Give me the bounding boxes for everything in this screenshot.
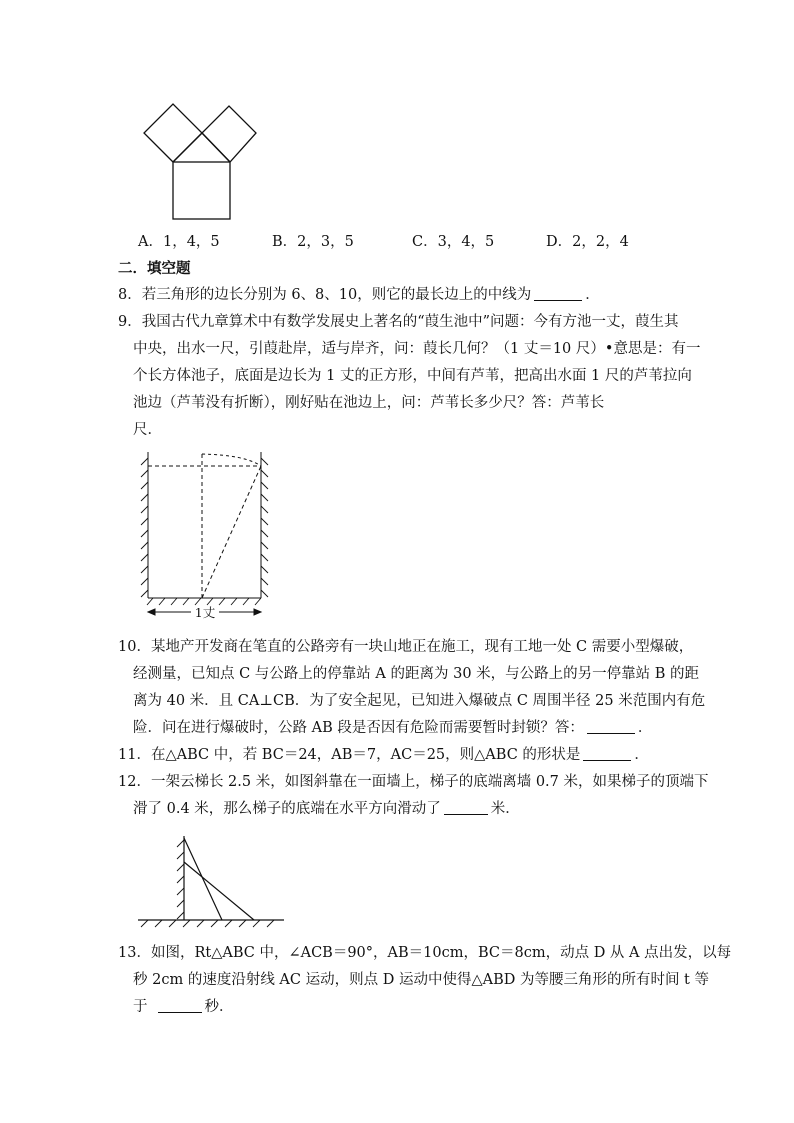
question-8-end: ．	[585, 287, 600, 303]
answer-blank-13[interactable]	[158, 998, 202, 1013]
figure-label-1-zhang: 1丈	[194, 605, 216, 620]
option-a: A．1，4，5	[138, 234, 220, 250]
question-13-line-3	[133, 997, 234, 1017]
question-13-end: 秒．	[204, 999, 234, 1015]
answer-blank-11[interactable]	[583, 746, 631, 761]
question-11	[118, 745, 649, 765]
question-10-line-4-text: 险．问在进行爆破时，公路 AB 段是否因有危险而需要暂时封锁？答：	[133, 720, 584, 736]
question-10-end: ．	[637, 720, 653, 736]
question-12-end: 米．	[490, 801, 520, 817]
question-13-line-2: 秒 2cm 的速度沿射线 AC 运动，则点 D 运动中使得△ABD 为等腰三角形的所有时间 t 等	[133, 972, 709, 988]
question-13-line-3-text: 于	[133, 999, 148, 1015]
question-10-line-2: 经测量，已知点 C 与公路上的停靠站 A 的距离为 30 米，与公路上的另一停靠站 B 的距	[133, 666, 700, 682]
ladder-wall-figure	[136, 830, 288, 930]
question-13-line-1: 13．如图，Rt△ABC 中，∠ACB＝90°，AB＝10cm，BC＝8cm，动点 D 从 A 点出发，以每	[118, 945, 732, 961]
answer-blank-8[interactable]	[534, 286, 582, 301]
section-heading: 二．填空题	[118, 260, 191, 277]
question-12-line-2-text: 滑了 0.4 米，那么梯子的底端在水平方向滑动了	[133, 801, 441, 817]
question-8-text: 8．若三角形的边长分别为 6、8、10，则它的最长边上的中线为	[118, 287, 532, 303]
question-11-end: ．	[634, 747, 649, 763]
question-9-line-4: 池边（芦苇没有折断），刚好贴在池边上，问：芦苇长多少尺？答：芦苇长	[133, 395, 605, 411]
question-12-line-2	[133, 799, 520, 819]
question-10-line-4	[133, 718, 652, 738]
question-12-line-1: 12．一架云梯长 2.5 米，如图斜靠在一面墙上，梯子的底端离墙 0.7 米，如果梯子的顶端下	[118, 774, 709, 790]
question-9-line-5: 尺．	[133, 422, 162, 438]
question-9-line-1: 9．我国古代九章算术中有数学发展史上著名的“葭生池中”问题：今有方池一丈，葭生其	[118, 314, 679, 330]
question-10-line-3: 离为 40 米．且 CA⊥CB．为了安全起见，已知进入爆破点 C 周围半径 25 米范围内有危	[133, 693, 706, 709]
question-9-line-2: 中央，出水一尺，引葭赴岸，适与岸齐，问：葭长几何？（1 丈＝10 尺）•意思是：有一	[133, 341, 701, 357]
option-d: D．2，2，4	[546, 234, 629, 250]
option-b: B．2，3，5	[272, 234, 354, 250]
question-8	[118, 285, 600, 305]
question-10-line-1: 10．某地产开发商在笔直的公路旁有一块山地正在施工，现有工地一处 C 需要小型爆破，	[118, 639, 694, 655]
answer-blank-10[interactable]	[587, 719, 635, 734]
pond-reed-figure	[135, 448, 275, 622]
question-11-text: 11．在△ABC 中，若 BC＝24，AB＝7，AC＝25，则△ABC 的形状是	[118, 747, 581, 763]
question-9-line-3: 个长方体池子，底面是边长为 1 丈的正方形，中间有芦苇，把高出水面 1 尺的芦苇拉向	[133, 368, 692, 384]
answer-blank-12[interactable]	[444, 800, 488, 815]
pythagoras-squares-figure	[130, 96, 270, 224]
option-c: C．3，4，5	[412, 234, 495, 250]
